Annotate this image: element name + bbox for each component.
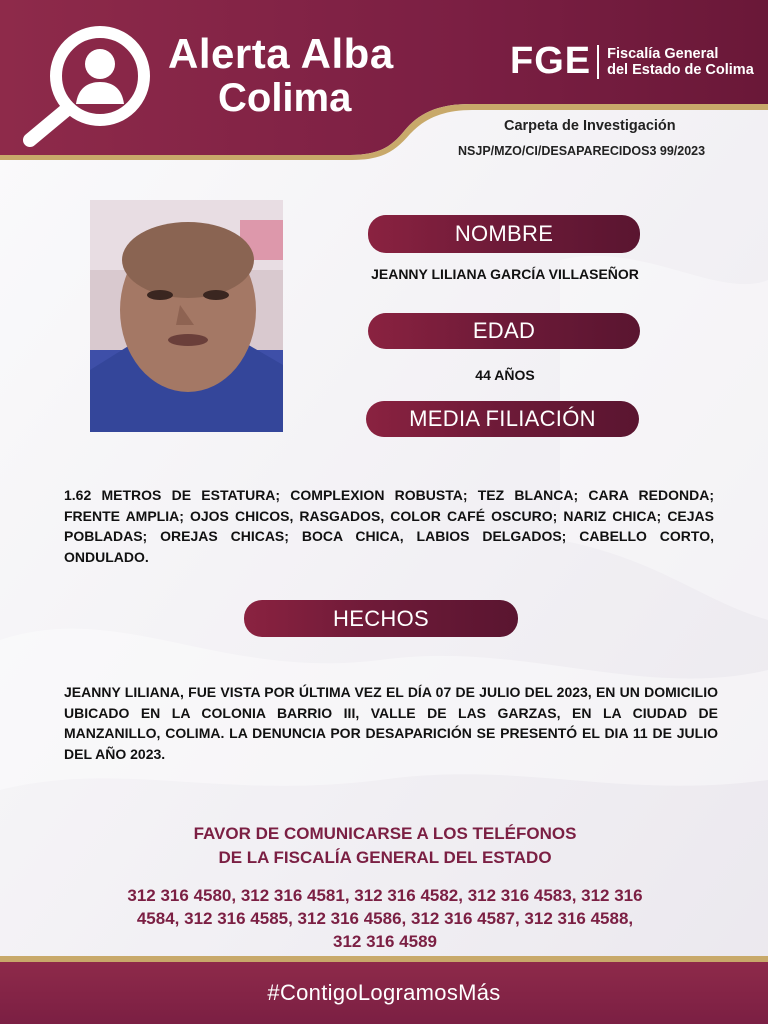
nombre-value: JEANNY LILIANA GARCÍA VILLASEÑOR — [371, 266, 639, 282]
media-filiacion-label: MEDIA FILIACIÓN — [366, 401, 639, 437]
title-colima: Colima — [218, 76, 352, 120]
phone-numbers — [80, 884, 690, 953]
fge-acronym: FGE — [510, 40, 592, 82]
fge-divider — [597, 45, 599, 79]
hechos-label: HECHOS — [244, 600, 518, 637]
nombre-label: NOMBRE — [368, 215, 640, 253]
edad-value: 44 AÑOS — [475, 367, 535, 383]
fge-logo — [510, 40, 754, 83]
media-filiacion-text: 1.62 METROS DE ESTATURA; COMPLEXION ROBUSTA; TEZ BLANCA; CARA REDONDA; FRENTE AMPLIA; OJOS CHICOS, RASGADOS, COLOR CAFÉ OSCURO; NARIZ CHICA; CEJAS POBLADAS; OREJAS CHICAS; BOCA CHICA, LABIOS DELGADOS; CABELLO CORTO, ONDULADO. — [64, 487, 714, 565]
edad-label: EDAD — [368, 313, 640, 349]
person-photo — [90, 200, 283, 432]
search-person-icon — [18, 18, 158, 148]
phone-line-3: 312 316 4589 — [333, 932, 437, 951]
phone-line-1: 312 316 4580, 312 316 4581, 312 316 4582, 312 316 4583, 312 316 — [127, 886, 643, 905]
carpeta-number: NSJP/MZO/CI/DESAPARECIDOS3 99/2023 — [458, 144, 706, 158]
hechos-text: JEANNY LILIANA, FUE VISTA POR ÚLTIMA VEZ EL DÍA 07 DE JULIO DEL 2023, EN UN DOMICILIO UBICADO EN LA COLONIA BARRIO III, VALLE DE LAS GARZAS, EN LA CIUDAD DE MANZANILLO, COLIMA. LA DENUNCIA POR DESAPARICIÓN SE PRESENTÓ EL DIA 11 DE JULIO DEL AÑO 2023. — [64, 684, 718, 762]
hashtag: #ContigoLogramosMás — [267, 980, 501, 1005]
footer-bar — [0, 962, 768, 1024]
contact-heading — [140, 822, 630, 870]
fge-name-line2: del Estado de Colima — [607, 61, 754, 78]
contact-heading-line2: DE LA FISCALÍA GENERAL DEL ESTADO — [218, 848, 552, 867]
title-alerta-alba: Alerta Alba — [168, 30, 394, 77]
contact-heading-line1: FAVOR DE COMUNICARSE A LOS TELÉFONOS — [193, 824, 577, 843]
carpeta-label: Carpeta de Investigación — [504, 118, 676, 134]
fge-name-line1: Fiscalía General — [607, 45, 719, 62]
phone-line-2: 4584, 312 316 4585, 312 316 4586, 312 316 4587, 312 316 4588, — [136, 909, 634, 928]
fge-name — [607, 46, 754, 78]
